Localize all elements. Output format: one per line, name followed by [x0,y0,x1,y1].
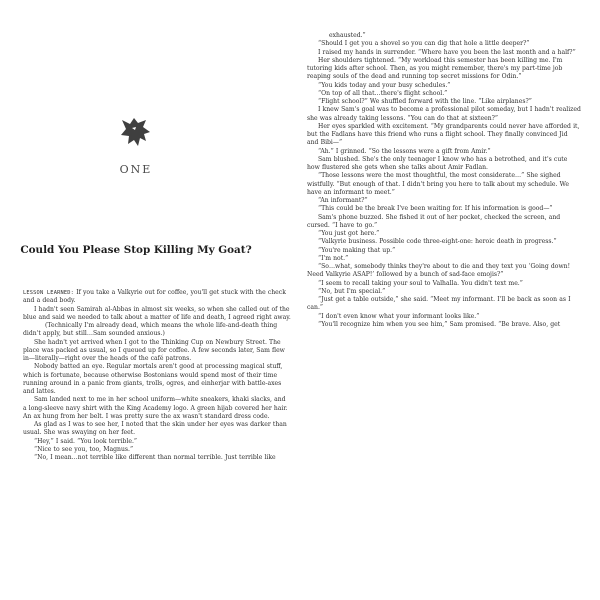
paragraph: I hadn't seen Samirah al-Abbas in almost six weeks, so when she called out of the blue and said we needed to talk about a matter of life and death, I agreed right away. [23,305,291,321]
paragraph: “I'm not.” [318,254,349,262]
paragraph: “No, but I'm special.” [318,287,386,295]
paragraph: “So…what, somebody thinks they're about to die and they text you ‘Going down! Need Valkyrie ASAP!’ followed by a bunch of sad-face emojis?” [307,263,571,279]
paragraph: “No, I mean…not terrible like different than normal terrible. Just terrible like [34,454,276,461]
paragraph: “You're making that up.” [318,246,396,254]
paragraph: Sam's phone buzzed. She fished it out of her pocket, checked the screen, and cursed. “I have to go.” [307,213,561,229]
paragraph: “You'll recognize him when you see him,” Sam promised. “Be brave. Also, get [318,320,561,328]
paragraph: “I don't even know what your informant looks like.” [318,312,480,320]
paragraph: “On top of all that…there's flight school.” [318,89,448,97]
paragraph: exhausted.” [329,32,366,39]
left-page-body [23,289,291,462]
paragraph: “Nice to see you, too, Magnus.” [34,445,134,453]
chapter-number: ONE [119,163,153,176]
paragraph: I knew Sam's goal was to become a professional pilot someday, but I hadn't realized she was already taking lessons. “You can do that at sixteen?” [307,106,581,122]
wolf-head-icon [116,114,158,152]
right-page [300,0,600,600]
paragraph: “An informant?” [318,197,368,204]
lesson-lead-in: LESSON LEARNED: [23,290,75,296]
paragraph: “I seem to recall taking your soul to Valhalla. You didn't text me.” [318,279,523,287]
paragraph-text: If you take a Valkyrie out for coffee, you'll get stuck with the check and a dead body. [23,289,286,305]
paragraph: I raised my hands in surrender. “Where have you been the last month and a half?” [318,48,576,56]
paragraph: (Technically I'm already dead, which means the whole life-and-death thing didn't apply, but still…Sam sounded anxious.) [23,322,278,338]
chapter-title: Could You Please Stop Killing My Goat? [20,244,252,256]
paragraph: “Flight school?” We shuffled forward with the line. “Like airplanes?” [318,98,532,105]
paragraph: “You just got here.” [318,230,380,237]
paragraph: “Just get a table outside,” she said. “Meet my informant. I'll be back as soon as I can.” [307,296,571,312]
paragraph: She hadn't yet arrived when I got to the Thinking Cup on Newbury Street. The place was packed as usual, so I queued up for coffee. A few seconds later, Sam flew in—literally—right over the heads of the café patrons. [23,338,285,362]
wolf-head-shape [121,118,150,146]
paragraph: “Should I get you a shovel so you can dig that hole a little deeper?” [318,40,530,48]
paragraph: “This could be the break I've been waiting for. If his information is good—” [318,205,553,213]
paragraph [23,289,291,306]
paragraph: Her eyes sparkled with excitement. “My grandparents could never have afforded it, but the Fadlans have this friend who runs a flight school. They finally convinced Jid and Bibi—” [307,122,580,147]
paragraph: “You kids today and your busy schedules.” [318,81,451,89]
paragraph: As glad as I was to see her, I noted that the skin under her eyes was darker than usual. She was swaying on her feet. [23,421,287,437]
paragraph: “Those lessons were the most thoughtful, the most considerate…” She sighed wistfully. “But enough of that. I didn't bring you here to talk about my schedule. We have an informant to meet.” [307,172,569,196]
right-page-body [307,32,581,329]
paragraph: Sam landed next to me in her school uniform—white sneakers, khaki slacks, and a long-sleeve navy shirt with the King Academy logo. A green hijab covered her hair. An ax hung from her belt. I was pretty sure the ax wasn't standard dress code. [23,396,288,420]
paragraph: Her shoulders tightened. “My workload this semester has been killing me. I'm tutoring kids after school. Then, as you might remember, there's my part-time job reaping souls of the dead and running top secret missions for Odin.” [307,56,563,81]
paragraph: “Valkyrie business. Possible code three-eight-one: heroic death in progress.” [318,238,557,246]
paragraph: Nobody batted an eye. Regular mortals aren't good at processing magical stuff, which is fortunate, because otherwise Bostonians would spend most of their time running around in a panic from giants, trolls, ogres, and einherjar with battle-axes and lattes. [23,363,283,395]
paragraph: “Hey,” I said. “You look terrible.” [34,437,138,445]
paragraph: Sam blushed. She's the only teenager I know who has a betrothed, and it's cute how flustered she gets when she talks about Amir Fadlan. [307,155,568,171]
paragraph: “Ah.” I grinned. “So the lessons were a gift from Amir.” [318,147,491,155]
